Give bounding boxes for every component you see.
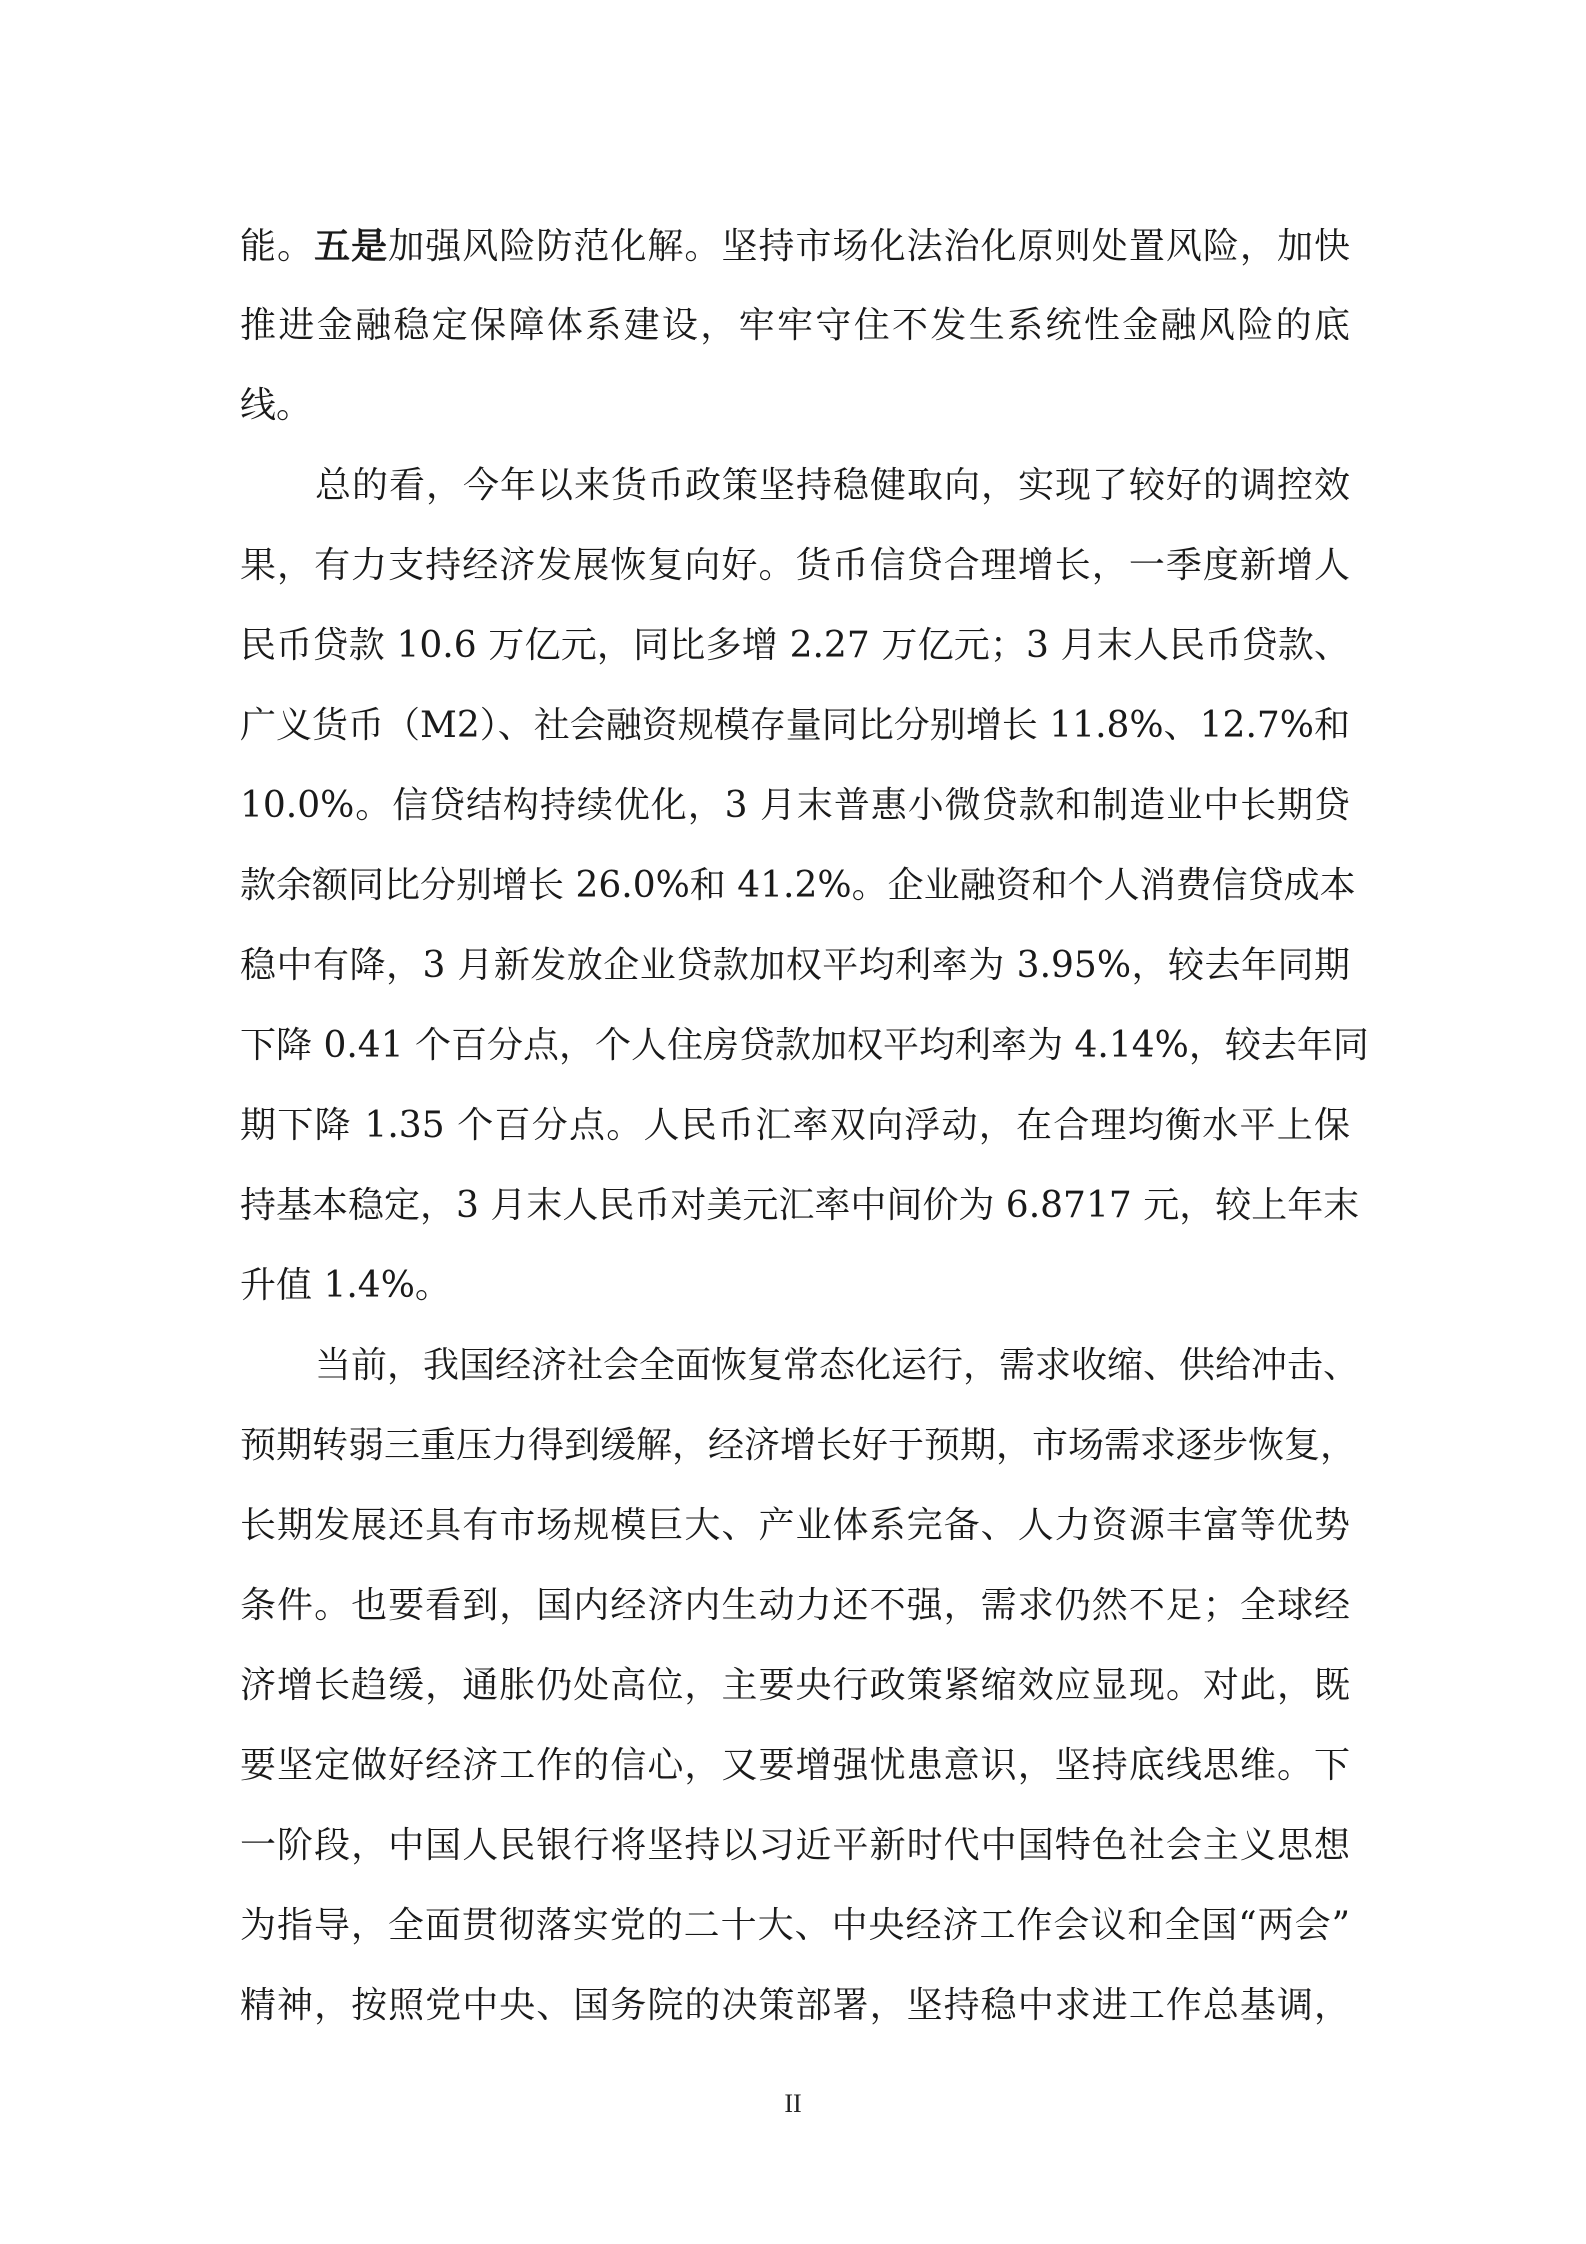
text-line: 持基本稳定，3 月末人民币对美元汇率中间价为 6.8717 元，较上年末 bbox=[240, 1185, 1360, 1226]
text-line: 果，有力支持经济发展恢复向好。货币信贷合理增长，一季度新增人 bbox=[240, 545, 1350, 586]
text-line: 10.0%。信贷结构持续优化，3 月末普惠小微贷款和制造业中长期贷 bbox=[240, 785, 1350, 826]
text-line: 能。五是加强风险防范化解。坚持市场化法治化原则处置风险，加快 bbox=[240, 225, 1350, 267]
text-line: 为指导，全面贯彻落实党的二十大、中央经济工作会议和全国“两会” bbox=[240, 1905, 1350, 1946]
text-line: 下降 0.41 个百分点，个人住房贷款加权平均利率为 4.14%，较去年同 bbox=[240, 1025, 1369, 1066]
page-number: II bbox=[784, 2089, 802, 2118]
text-line: 一阶段，中国人民银行将坚持以习近平新时代中国特色社会主义思想 bbox=[240, 1825, 1350, 1866]
text-line: 民币贷款 10.6 万亿元，同比多增 2.27 万亿元；3 月末人民币贷款、 bbox=[240, 625, 1350, 666]
text-line: 济增长趋缓，通胀仍处高位，主要央行政策紧缩效应显现。对此，既 bbox=[240, 1665, 1350, 1706]
text-line: 预期转弱三重压力得到缓解，经济增长好于预期，市场需求逐步恢复， bbox=[240, 1425, 1357, 1466]
text-line: 稳中有降，3 月新发放企业贷款加权平均利率为 3.95%，较去年同期 bbox=[240, 945, 1350, 986]
text-line: 精神，按照党中央、国务院的决策部署，坚持稳中求进工作总基调， bbox=[240, 1985, 1350, 2026]
text-line: 条件。也要看到，国内经济内生动力还不强，需求仍然不足；全球经 bbox=[240, 1585, 1350, 1626]
text-line: 升值 1.4%。 bbox=[240, 1265, 451, 1306]
text-line: 款余额同比分别增长 26.0%和 41.2%。企业融资和个人消费信贷成本 bbox=[240, 865, 1356, 906]
text-line: 线。 bbox=[240, 385, 313, 426]
text-line: 当前，我国经济社会全面恢复常态化运行，需求收缩、供给冲击、 bbox=[315, 1345, 1360, 1386]
text-line: 总的看，今年以来货币政策坚持稳健取向，实现了较好的调控效 bbox=[315, 465, 1350, 506]
text-line: 长期发展还具有市场规模巨大、产业体系完备、人力资源丰富等优势 bbox=[240, 1505, 1350, 1546]
text-line: 要坚定做好经济工作的信心，又要增强忧患意识，坚持底线思维。下 bbox=[240, 1745, 1350, 1786]
text-line: 广义货币（M2）、社会融资规模存量同比分别增长 11.8%、12.7%和 bbox=[240, 705, 1350, 746]
bold-keyword: 五是 bbox=[314, 225, 389, 267]
text-line: 推进金融稳定保障体系建设，牢牢守住不发生系统性金融风险的底 bbox=[240, 305, 1350, 346]
text-line: 期下降 1.35 个百分点。人民币汇率双向浮动，在合理均衡水平上保 bbox=[240, 1105, 1350, 1146]
